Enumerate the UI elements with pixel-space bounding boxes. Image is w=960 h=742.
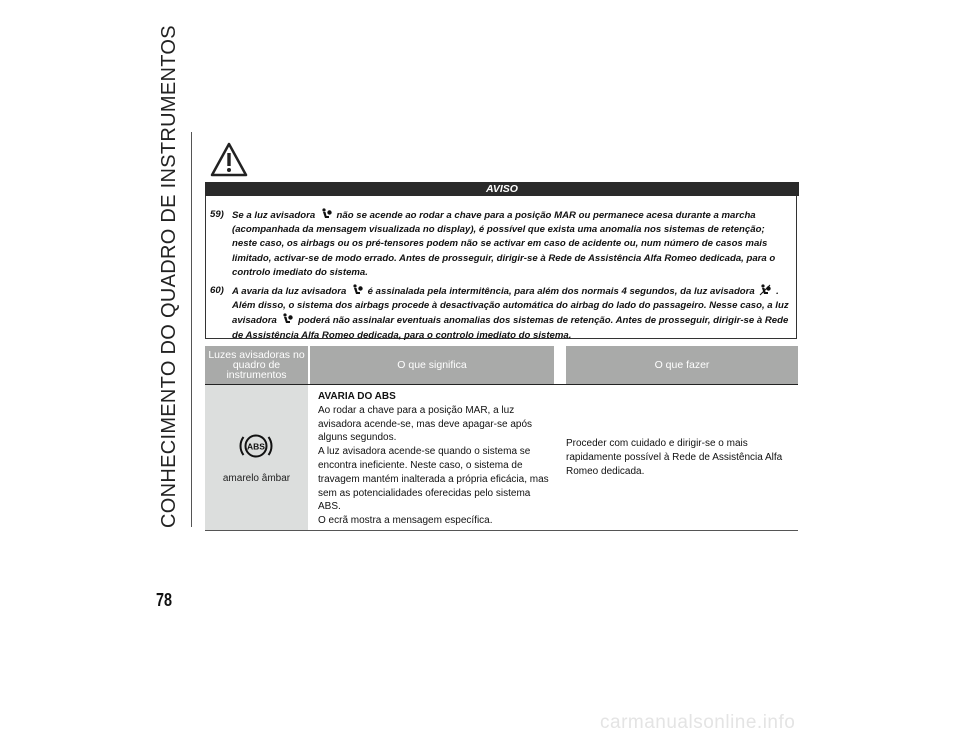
page-number: 78: [156, 590, 173, 610]
meaning-title: AVARIA DO ABS: [318, 391, 396, 402]
table-cell-meaning: [318, 390, 554, 528]
note-text-part: . Além disso, o sistema dos airbags procede à desactivação automática do airbag do lado do passageiro. Nesse caso, a luz avisadora: [232, 286, 789, 327]
side-divider: [191, 132, 192, 527]
abs-icon-text: ABS: [247, 441, 265, 452]
meaning-line: A luz avisadora acende-se quando o sistema se encontra ineficiente. Neste caso, o sistema de travagem mantém inalterada a própria eficácia, mas sem as potencialidades oferecidas pelo sistema ABS.: [318, 446, 549, 513]
warning-note-60: [210, 284, 790, 343]
note-text-part: poderá não assinalar eventuais anomalias dos sistemas de retenção. Antes de prosseguir, dirigir-se à Rede de Assistência Alfa Romeo dedicada, para o controlo imediato do sistema.: [232, 315, 789, 341]
note-text-part: Se a luz avisadora: [232, 210, 316, 221]
airbag-icon: [320, 208, 332, 220]
note-number: 60): [210, 285, 224, 297]
note-text-part: A avaria da luz avisadora: [232, 286, 347, 298]
table-cell-lamp: [205, 385, 308, 530]
meaning-line: Ao rodar a chave para a posição MAR, a luz avisadora acende-se, mas deve apagar-se após alguns segundos.: [318, 404, 533, 444]
watermark: carmanualsonline.info: [600, 712, 796, 733]
table-header-action: O que fazer: [566, 346, 798, 384]
abs-warning-icon: [239, 431, 273, 461]
note-text-part: é assinalada pela intermitência, para além dos normais 4 segundos, da luz avisadora: [367, 286, 755, 298]
meaning-line: O ecrã mostra a mensagem específica.: [318, 515, 493, 527]
table-cell-action: Proceder com cuidado e dirigir-se o mais rapidamente possível à Rede de Assistência Alfa Romeo dedicada.: [566, 438, 783, 477]
airbag-icon: [351, 284, 363, 296]
note-text: [232, 208, 790, 280]
note-text-part: não se acende ao rodar a chave para a posição MAR ou permanece acesa durante a marcha (acompanhada da mensagem visualizada no display), é possível que exista uma anomalia nos sistemas de retenção; neste caso, os airbags ou os pré-tensores podem não se activar em caso de acidente ou, num número de casos mais limitado, activar-se de modo errado. Antes de prosseguir, dirigir-se à Rede de Assistência Alfa Romeo dedicada, para o controlo imediato do sistema.: [232, 210, 776, 278]
warning-note-59: [210, 208, 790, 280]
lamp-color-label: amarelo âmbar: [222, 473, 291, 484]
warning-box: [205, 196, 797, 339]
table-header-meaning: O que significa: [310, 346, 554, 384]
note-text: [232, 284, 790, 343]
table-bottom-divider: [205, 530, 798, 531]
note-number: 59): [210, 209, 224, 220]
section-title: CONHECIMENTO DO QUADRO DE INSTRUMENTOS: [158, 25, 180, 528]
table-header-lamps: Luzes avisadoras no quadro de instrumentos: [205, 346, 308, 384]
warning-triangle-icon: [210, 142, 248, 177]
passenger-airbag-off-icon: [759, 284, 771, 296]
warning-header: AVISO: [205, 182, 799, 196]
airbag-icon: [281, 313, 293, 325]
